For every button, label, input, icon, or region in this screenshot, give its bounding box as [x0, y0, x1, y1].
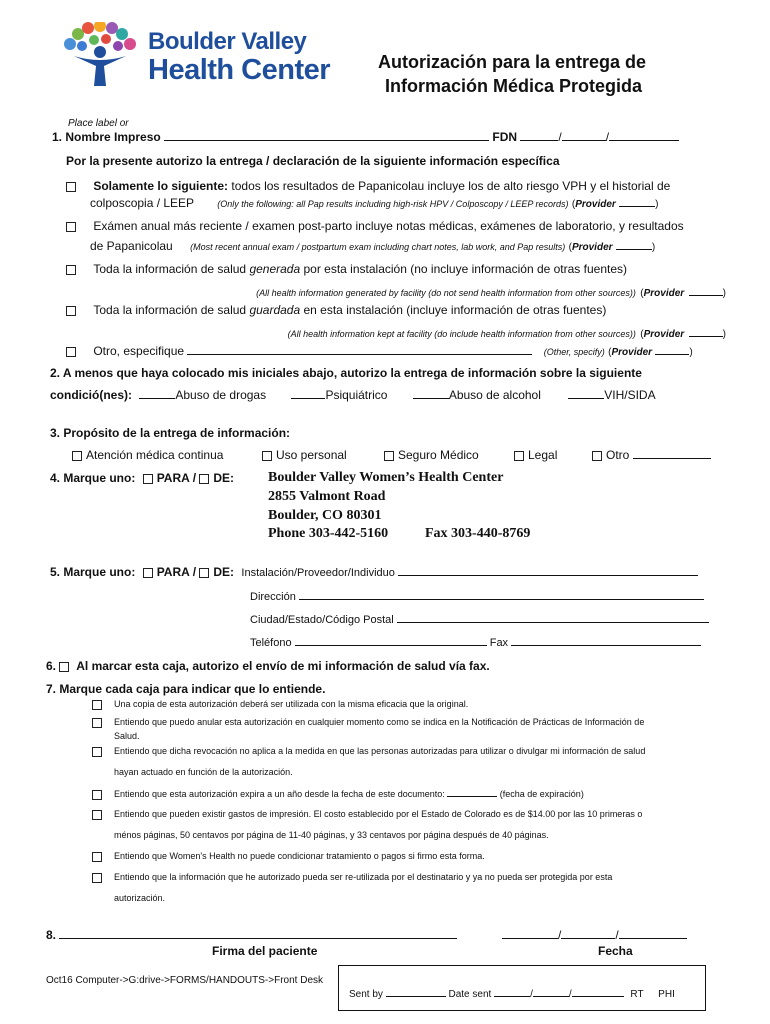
purpose-other-field[interactable] — [633, 448, 711, 459]
ack5-checkbox[interactable] — [92, 810, 102, 820]
section5-from-label: DE: — [213, 565, 235, 579]
option4-provider: Provider — [643, 329, 685, 340]
date-row: / / — [502, 928, 687, 942]
facility-street: 2855 Valmont Road — [268, 489, 386, 504]
option-only-following — [66, 179, 756, 193]
sent-by-label: Sent by — [349, 989, 383, 1000]
fdn-field-3[interactable] — [609, 130, 679, 141]
address-row — [250, 589, 720, 603]
ack2-checkbox[interactable] — [92, 718, 102, 728]
ack4-checkbox[interactable] — [92, 790, 102, 800]
condition-alcohol: Abuso de alcohol — [448, 388, 541, 402]
date-field-1[interactable] — [502, 928, 558, 939]
condition-field-2[interactable] — [291, 388, 325, 399]
option-kept — [66, 303, 756, 317]
purpose-insurance[interactable] — [384, 448, 479, 462]
option-generated — [66, 262, 756, 276]
ack1-checkbox[interactable] — [92, 700, 102, 710]
signature-field[interactable] — [59, 928, 457, 939]
option-annual-exam — [66, 219, 756, 233]
option5-note: (Other, specify) — [543, 347, 605, 357]
ack-item-5 — [92, 809, 642, 820]
fax-consent-checkbox[interactable] — [59, 662, 69, 672]
purpose1-label: Atención médica continua — [86, 448, 224, 462]
section4-from-label: DE: — [213, 471, 235, 485]
city-field[interactable] — [397, 612, 709, 623]
purpose3-label: Seguro Médico — [398, 448, 479, 462]
condition-field-1[interactable] — [139, 388, 175, 399]
purpose5-checkbox[interactable] — [592, 451, 602, 461]
section8-row — [46, 928, 457, 942]
option3-text-a: Toda la información de salud — [93, 262, 250, 276]
name-row: 1. Nombre Impreso FDN / / — [52, 130, 752, 144]
date-field-3[interactable] — [619, 928, 687, 939]
name-label: 1. Nombre Impreso — [52, 130, 161, 144]
ack6-text: Entiendo que Women's Health no puede condicionar tratamiento o pagos si firmo esta forma. — [114, 851, 485, 861]
option3-checkbox[interactable] — [66, 265, 76, 275]
option2-line2-text: de Papanicolau — [90, 239, 173, 253]
name-field[interactable] — [164, 130, 489, 141]
date-sent-label: Date sent — [448, 989, 492, 1000]
option3-provider: Provider — [643, 288, 685, 299]
ack6-checkbox[interactable] — [92, 852, 102, 862]
option3-text-b: por esta instalación (no incluye información de otras fuentes) — [300, 262, 627, 276]
ack1-text: Una copia de esta autorización deberá ser utilizada con la misma eficacia que la original. — [114, 699, 469, 709]
purpose3-checkbox[interactable] — [384, 451, 394, 461]
condition-field-4[interactable] — [568, 388, 604, 399]
purpose-personal[interactable] — [262, 448, 347, 462]
recipient-field[interactable] — [398, 565, 698, 576]
option3-text-em: generada — [249, 262, 301, 276]
option4-text-a: Toda la información de salud — [93, 303, 250, 317]
ack3-text-line2: hayan actuado en función de la autorización. — [114, 767, 293, 777]
option2-checkbox[interactable] — [66, 222, 76, 232]
option3-provider-field[interactable] — [689, 285, 723, 296]
purpose-other[interactable] — [592, 448, 711, 462]
fdn-field-2[interactable] — [562, 130, 606, 141]
purpose4-label: Legal — [528, 448, 558, 462]
purpose2-label: Uso personal — [276, 448, 347, 462]
section5-from-checkbox[interactable] — [199, 568, 209, 578]
fax-label: Fax — [489, 637, 509, 649]
section5-label: 5. Marque uno: — [50, 565, 136, 579]
date-field-2[interactable] — [561, 928, 615, 939]
option2-line2: de Papanicolau (Most recent annual exam / postpartum exam including chart notes, lab work, and Pap results) (Provider ) — [90, 239, 656, 253]
section4-to-label: PARA / — [156, 471, 197, 485]
ack-item-7 — [92, 872, 612, 883]
option3-note: (All health information generated by facility (do not send health information from other sources)) — [256, 288, 636, 298]
option1-note: (Only the following: all Pap results including high-risk HPV / Colposcopy / LEEP records) — [217, 199, 569, 209]
option5-checkbox[interactable] — [66, 347, 76, 357]
ack5-text: Entiendo que pueden existir gastos de impresión. El costo establecido por el Estado de Colorado es de $14.00 por las 10 primeras o — [114, 809, 643, 819]
option4-provider-field[interactable] — [689, 326, 723, 337]
expiration-date-field[interactable] — [447, 788, 497, 797]
section5-to-label: PARA / — [156, 565, 197, 579]
date-caption: Fecha — [598, 944, 633, 958]
option5-provider-field[interactable] — [655, 344, 689, 355]
section6-text: Al marcar esta caja, autorizo el envío de mi información de salud vía fax. — [76, 659, 490, 673]
purpose1-checkbox[interactable] — [72, 451, 82, 461]
phone-field[interactable] — [295, 635, 487, 646]
condition-drugs: Abuso de drogas — [175, 388, 267, 402]
phi-label: PHI — [658, 989, 675, 1000]
recipient-label: Instalación/Proveedor/Individuo — [241, 567, 395, 579]
ack4-text: Entiendo que esta autorización expira a un año desde la fecha de este documento: — [114, 789, 445, 799]
page-title-line1: Autorización para la entrega de — [378, 52, 647, 72]
date-sent-field-2[interactable] — [533, 988, 569, 997]
option2-text: Exámen anual más reciente / examen post-parto incluye notas médicas, exámenes de laboratorio, y resultados — [93, 219, 684, 233]
option1-bold: Solamente lo siguiente: — [93, 179, 229, 193]
condition-field-3[interactable] — [413, 388, 449, 399]
option1-line2-text: colposcopia / LEEP — [90, 196, 194, 210]
fax-field[interactable] — [511, 635, 701, 646]
section4-from-checkbox[interactable] — [199, 474, 209, 484]
phone-fax-row — [250, 635, 720, 649]
address-label: Dirección — [250, 591, 296, 603]
ack7-checkbox[interactable] — [92, 873, 102, 883]
section2-line1: 2. A menos que haya colocado mis iniciales abajo, autorizo la entrega de información sobre la siguiente — [50, 366, 642, 380]
condition-psych: Psiquiátrico — [325, 388, 388, 402]
option-other: Otro, especifique (Other, specify) (Provider ) — [66, 344, 756, 358]
org-name-line1: Boulder Valley — [148, 28, 307, 55]
page-title-line2: Información Médica Protegida — [385, 76, 643, 96]
ack2-text-line2: Salud. — [114, 731, 140, 741]
option4-note-row: (All health information kept at facility (do include health information from other sources)) (Provider ) — [196, 324, 726, 342]
section8-label: 8. — [46, 928, 57, 942]
facility-name: Boulder Valley Women’s Health Center — [268, 470, 504, 485]
option1-provider-field[interactable] — [619, 196, 655, 207]
option4-checkbox[interactable] — [66, 306, 76, 316]
section6-label: 6. — [46, 659, 57, 673]
rt-label: RT — [630, 989, 644, 1000]
option5-provider: Provider — [611, 347, 653, 358]
option1-provider: Provider — [575, 199, 616, 210]
sent-by-field[interactable] — [386, 988, 446, 997]
option2-provider-field[interactable] — [616, 239, 652, 250]
ack-item-2 — [92, 717, 644, 728]
ack7-text-line2: autorización. — [114, 893, 166, 903]
logo — [60, 22, 360, 92]
option1-text: todos los resultados de Papanicolau incluye los de alto riesgo VPH y el historial de — [228, 179, 671, 193]
option1-checkbox[interactable] — [66, 182, 76, 192]
option3-note-row: (All health information generated by facility (do not send health information from other sources)) (Provider ) — [196, 283, 726, 301]
ack3-checkbox[interactable] — [92, 747, 102, 757]
fdn-field-1[interactable] — [520, 130, 558, 141]
option1-line2: colposcopia / LEEP (Only the following: all Pap results including high-risk HPV / Colposcopy / LEEP records) (Provider ) — [90, 196, 659, 210]
facility-city: Boulder, CO 80301 — [268, 508, 382, 523]
office-use-row: Sent by Date sent / / RT PHI — [349, 989, 675, 1000]
ack-item-6 — [92, 851, 485, 862]
section4-choice — [50, 471, 234, 485]
city-row — [250, 612, 720, 626]
city-label: Ciudad/Estado/Código Postal — [250, 614, 394, 626]
ack2-text: Entiendo que puedo anular esta autorización en cualquier momento como se indica en la Notificación de Prácticas de Información de — [114, 717, 645, 727]
ack7-text: Entiendo que la información que he autorizado pueda ser re-utilizada por el destinatario y ya no pueda ser protegida por esta — [114, 872, 613, 882]
option4-text-b: en esta instalación (incluye información de otras fuentes) — [300, 303, 607, 317]
facility-fax: Fax 303-440-8769 — [425, 526, 531, 541]
purpose2-checkbox[interactable] — [262, 451, 272, 461]
condition-hiv: VIH/SIDA — [604, 388, 656, 402]
office-use-box — [338, 965, 706, 1011]
ack3-text: Entiendo que dicha revocación no aplica a la medida en que las personas autorizadas para utilizar o divulgar mi información de salud — [114, 746, 646, 756]
facility-phone: Phone 303-442-5160 — [268, 526, 389, 541]
org-name-line2: Health Center — [148, 54, 331, 86]
option5-text: Otro, especifique — [93, 344, 185, 358]
option2-note: (Most recent annual exam / postpartum exam including chart notes, lab work, and Pap results) — [190, 242, 566, 252]
section2-conditions-row — [50, 388, 750, 402]
footer-path: Oct16 Computer->G:drive->FORMS/HANDOUTS->Front Desk — [46, 975, 324, 986]
option4-text-em: guardada — [249, 303, 301, 317]
section4-to-checkbox[interactable] — [143, 474, 153, 484]
section7-label: 7. Marque cada caja para indicar que lo entiende. — [46, 682, 326, 696]
option2-provider: Provider — [571, 242, 613, 253]
ack-item-4 — [92, 788, 584, 800]
ack4-text-b: (fecha de expiración) — [499, 789, 584, 799]
section3-label: 3. Propósito de la entrega de información: — [50, 426, 291, 440]
section4-label: 4. Marque uno: — [50, 471, 136, 485]
place-label-note: Place label or — [68, 118, 129, 129]
release-intro: Por la presente autorizo la entrega / declaración de la siguiente información específica — [66, 154, 560, 168]
address-field[interactable] — [299, 589, 704, 600]
ack-item-1 — [92, 699, 468, 710]
signature-caption: Firma del paciente — [212, 944, 318, 958]
date-sent-field-1[interactable] — [494, 988, 530, 997]
purpose5-label: Otro — [606, 448, 630, 462]
purpose-continuing-care[interactable] — [72, 448, 223, 462]
date-sent-field-3[interactable] — [572, 988, 624, 997]
option5-specify-field[interactable] — [187, 344, 532, 355]
logo-people-icon — [60, 22, 144, 88]
fdn-label: FDN — [492, 130, 518, 144]
option4-note: (All health information kept at facility (do include health information from other sources)) — [287, 329, 636, 339]
purpose4-checkbox[interactable] — [514, 451, 524, 461]
ack-item-3 — [92, 746, 645, 757]
ack5-text-line2: ménos páginas, 50 centavos por página de 11-40 páginas, y 33 centavos por página después de 40 páginas. — [114, 830, 549, 840]
section5-choice — [50, 565, 750, 579]
section6-row — [46, 659, 490, 673]
purpose-legal[interactable] — [514, 448, 557, 462]
section2-line2: condició(nes): — [50, 388, 133, 402]
phone-label: Teléfono — [250, 637, 292, 649]
section5-to-checkbox[interactable] — [143, 568, 153, 578]
